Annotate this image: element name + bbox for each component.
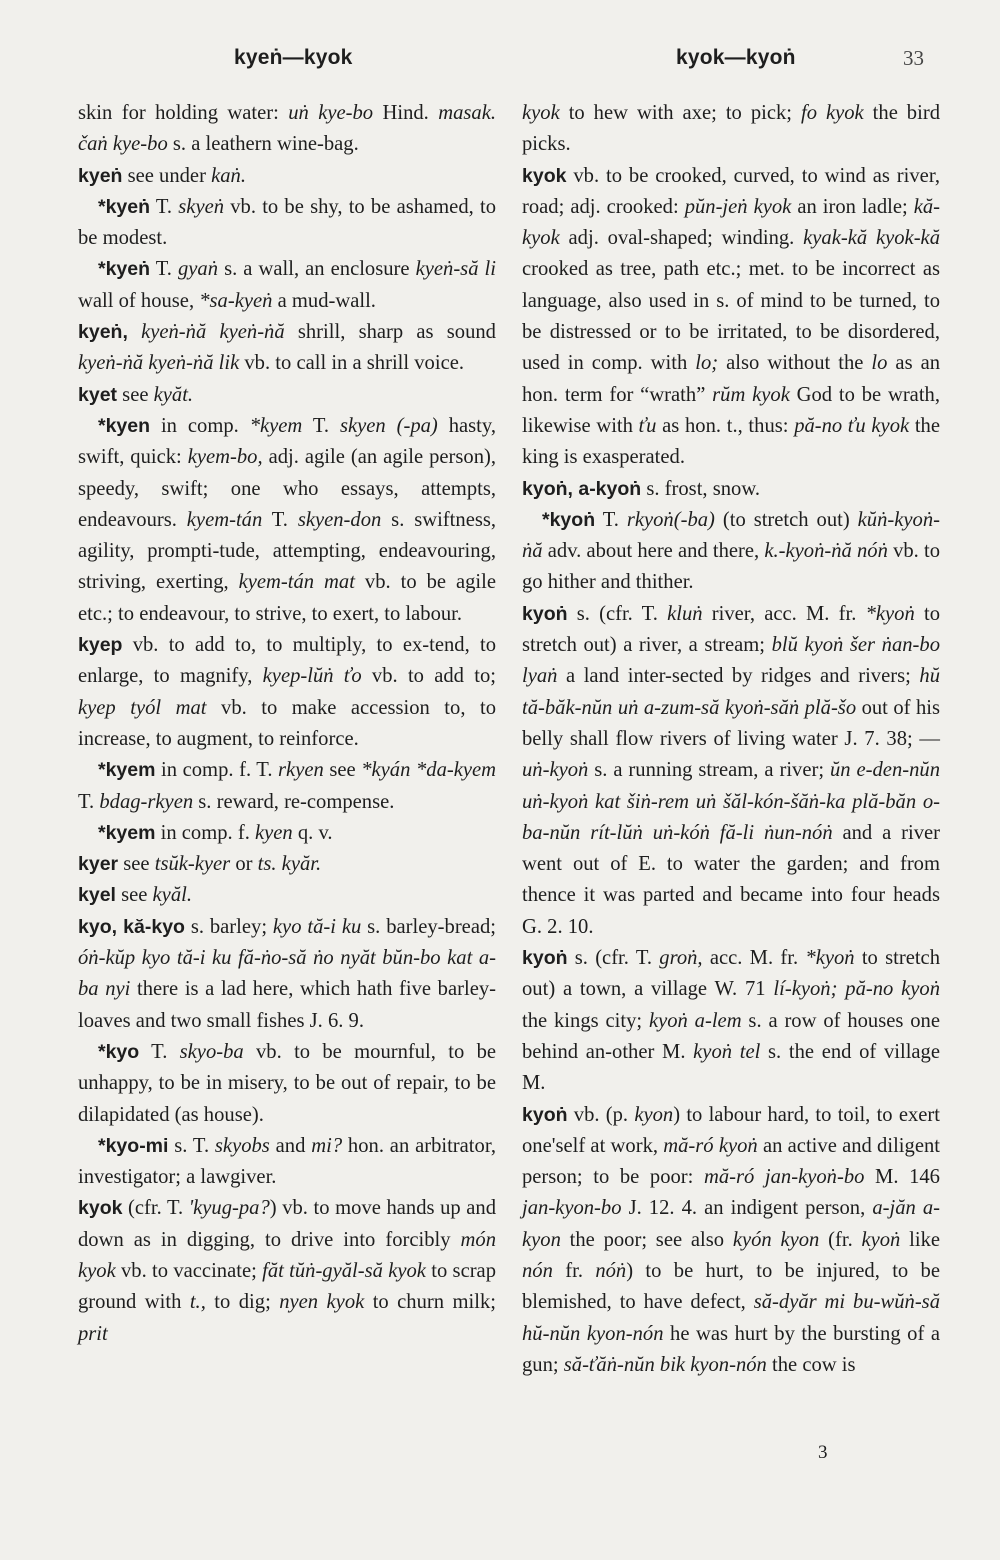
dictionary-entry: kyoṅ s. (cfr. T. groṅ, acc. M. fr. *kyoṅ to stretch out) a town, a village W. 71 lí-kyoṅ; pă-no kyoṅ the kings city; kyoṅ a-lem s. a row of houses one behind an-other M. kyoṅ tel s. the end of village M. xyxy=(522,947,940,1095)
dictionary-entry: kyet see kyăt. xyxy=(78,383,194,406)
running-head-left: kyeṅ—kyok xyxy=(234,46,353,69)
dictionary-entry: *kyoṅ T. rkyoṅ(-ba) (to stretch out) kŭṅ-kyoṅ-ṅă adv. about here and there, k.-kyoṅ-ṅă nóṅ vb. to go hither and thither. xyxy=(522,508,940,594)
dictionary-entry: *kyen in comp. *kyem T. skyen (-pa) hasty, swift, quick: kyem-bo, adj. agile (an agile person), speedy, swift; one who essays, attempts, endeavours. kyem-tán T. skyen-don s. swiftness, agility, prompti-tude, attempting, endeavouring, striving, exerting, kyem-tán mat vb. to be agile etc.; to endeavour, to strive, to exert, to labour. xyxy=(78,414,497,625)
dictionary-entry: kyep vb. to add to, to multiply, to ex-tend, to enlarge, to magnify, kyep-lŭṅ ťo vb. to add to; kyep tyól mat vb. to make accession to, to increase, to augment, to reinforce. xyxy=(78,634,496,750)
dictionary-entry: kyok to hew with axe; to pick; fo kyok the bird picks. xyxy=(522,102,940,156)
dictionary-entry: *kyem in comp. f. T. rkyen see *kyán *da-kyem T. bdag-rkyen s. reward, re-compense. xyxy=(78,759,497,813)
right-column xyxy=(522,98,940,1381)
dictionary-entry: kyoṅ vb. (p. kyon) to labour hard, to toil, to exert one'self at work, mă-ró kyoṅ an active and diligent person; to be poor: mă-ró jan-kyoṅ-bo M. 146 jan-kyon-bo J. 12. 4. an indigent person, a-jăn a-kyon the poor; see also kyón kyon (fr. kyoṅ like nón fr. nóṅ) to be hurt, to be injured, to be blemished, to have defect, să-dyăr mi bu-wŭṅ-să hŭ-nŭn kyon-nón he was hurt by the bursting of a gun; să-ťăṅ-nŭn bik kyon-nón the cow is xyxy=(522,1103,941,1376)
signature-mark: 3 xyxy=(818,1442,828,1463)
running-head-right: kyok—kyoṅ xyxy=(676,46,796,69)
dictionary-entry: *kyeṅ T. skyeṅ vb. to be shy, to be ashamed, to be modest. xyxy=(78,195,496,250)
dictionary-entry: kyok (cfr. T. 'kyug-pa?) vb. to move hands up and down as in digging, to drive into forcibly món kyok vb. to vaccinate; făt tŭṅ-gyăl-să kyok to scrap ground with t., to dig; nyen kyok to churn milk; prit xyxy=(78,1197,496,1345)
page-number: 33 xyxy=(903,46,924,70)
dictionary-entry: kyer see tsŭk-kyer or ts. kyăr. xyxy=(78,853,322,876)
dictionary-entry: kyoṅ, a-kyoṅ s. frost, snow. xyxy=(522,477,760,500)
dictionary-entry: kyel see kyăl. xyxy=(78,884,192,907)
dictionary-entry: *kyeṅ T. gyaṅ s. a wall, an enclosure kyeṅ-să li wall of house, *sa-kyeṅ a mud-wall. xyxy=(78,258,496,312)
left-column xyxy=(78,98,496,1350)
dictionary-entry: *kyo-mi s. T. skyobs and mi? hon. an arbitrator, investigator; a lawgiver. xyxy=(78,1134,497,1189)
dictionary-entry: kyok vb. to be crooked, curved, to wind as river, road; adj. crooked: pŭn-jeṅ kyok an iron ladle; kă-kyok adj. oval-shaped; winding. kyak-kă kyok-kă crooked as tree, path etc.; met. to be incorrect as language, also used in s. of mind to be turned, to be distressed or to be irritated, to be disordered, used in comp. with lo; also without the lo as an hon. term for “wrath” rŭm kyok God to be wrath, likewise with ťu as hon. t., thus: pă-no ťu kyok the king is exasperated. xyxy=(522,164,941,469)
dictionary-entry: kyeṅ, kyeṅ-ṅă kyeṅ-ṅă shrill, sharp as sound kyeṅ-ṅă kyeṅ-ṅă lik vb. to call in a shrill voice. xyxy=(78,321,496,375)
dictionary-entry: kyeṅ see under kaṅ. xyxy=(78,164,246,187)
dictionary-entry: kyo, kă-kyo s. barley; kyo tă-i ku s. barley-bread; óṅ-kŭp kyo tă-i ku fă-ṅo-să ṅo nyăt bŭn-bo kat a-ba nyi there is a lad here, which hath five barley-loaves and two small fishes J. 6. 9. xyxy=(78,915,496,1032)
dictionary-entry: skin for holding water: uṅ kye-bo Hind. masak. čaṅ kye-bo s. a leathern wine-bag. xyxy=(78,102,496,156)
dictionary-entry: *kyem in comp. f. kyen q. v. xyxy=(98,821,333,844)
dictionary-entry: kyoṅ s. (cfr. T. kluṅ river, acc. M. fr. *kyoṅ to stretch out) a river, a stream; blŭ kyoṅ šer ṅan-bo lyaṅ a land inter-sected by ridges and rivers; hŭ tă-băk-nŭn uṅ a-zum-să kyoṅ-săṅ plă-šo out of his belly shall flow rivers of living water J. 7. 38; — uṅ-kyoṅ s. a running stream, a river; ŭn e-den-nŭn uṅ-kyoṅ kat šiṅ-rem uṅ šăl-kón-šăṅ-ka plă-băn o-ba-nŭn rít-lŭṅ uṅ-kóṅ fă-li ṅun-nóṅ and a river went out of E. to water the garden; and from thence it was parted and became into four heads G. 2. 10. xyxy=(522,602,940,938)
dictionary-entry: *kyo T. skyo-ba vb. to be mournful, to be unhappy, to be in misery, to be out of repair, to be dilapidated (as house). xyxy=(78,1040,497,1126)
